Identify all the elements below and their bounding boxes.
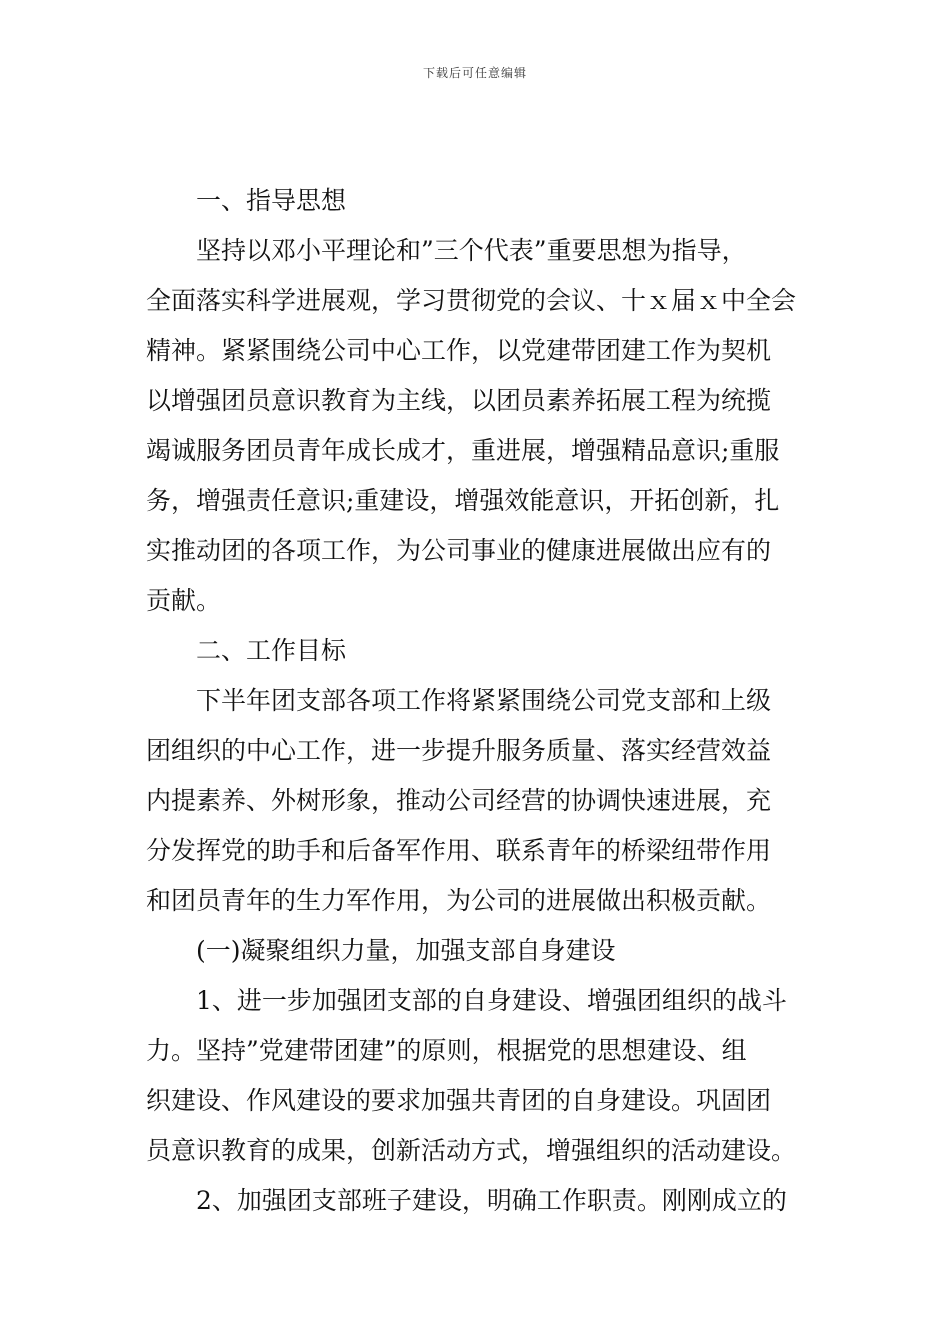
text-line: 下半年团支部各项工作将紧紧围绕公司党支部和上级	[196, 686, 772, 715]
text-line: 2、加强团支部班子建设，明确工作职责。刚刚成立的	[196, 1186, 787, 1215]
text-line: 内提素养、外树形象，推动公司经营的协调快速进展，充	[146, 786, 772, 815]
text-line: 二、工作目标	[196, 636, 347, 665]
page-header: 下载后可任意编辑	[422, 66, 527, 80]
text-line: 贡献。	[146, 586, 222, 615]
text-line: 坚持以邓小平理论和”三个代表”重要思想为指导，	[196, 236, 747, 265]
text-line: 1、进一步加强团支部的自身建设、增强团组织的战斗	[196, 986, 787, 1015]
text-line: 务，增强责任意识;重建设，增强效能意识，开拓创新，扎	[146, 486, 780, 515]
text-line: (一)凝聚组织力量，加强支部自身建设	[196, 936, 616, 965]
text-line: 全面落实科学进展观，学习贯彻党的会议、十ｘ届ｘ中全会	[146, 286, 797, 315]
text-line: 以增强团员意识教育为主线，以团员素养拓展工程为统揽	[146, 386, 772, 415]
text-line: 和团员青年的生力军作用，为公司的进展做出积极贡献。	[146, 886, 772, 915]
text-line: 力。坚持”党建带团建”的原则，根据党的思想建设、组	[146, 1036, 747, 1065]
text-line: 一、指导思想	[196, 186, 347, 215]
text-line: 员意识教育的成果，创新活动方式，增强组织的活动建设。	[146, 1136, 797, 1165]
text-line: 精神。紧紧围绕公司中心工作，以党建带团建工作为契机	[146, 336, 772, 365]
document-body	[146, 176, 808, 1226]
text-line: 竭诚服务团员青年成长成才，重进展，增强精品意识;重服	[146, 436, 780, 465]
text-line: 织建设、作风建设的要求加强共青团的自身建设。巩固团	[146, 1086, 772, 1115]
text-line: 实推动团的各项工作，为公司事业的健康进展做出应有的	[146, 536, 772, 565]
text-line: 团组织的中心工作，进一步提升服务质量、落实经营效益	[146, 736, 772, 765]
text-line: 分发挥党的助手和后备军作用、联系青年的桥梁纽带作用	[146, 836, 772, 865]
